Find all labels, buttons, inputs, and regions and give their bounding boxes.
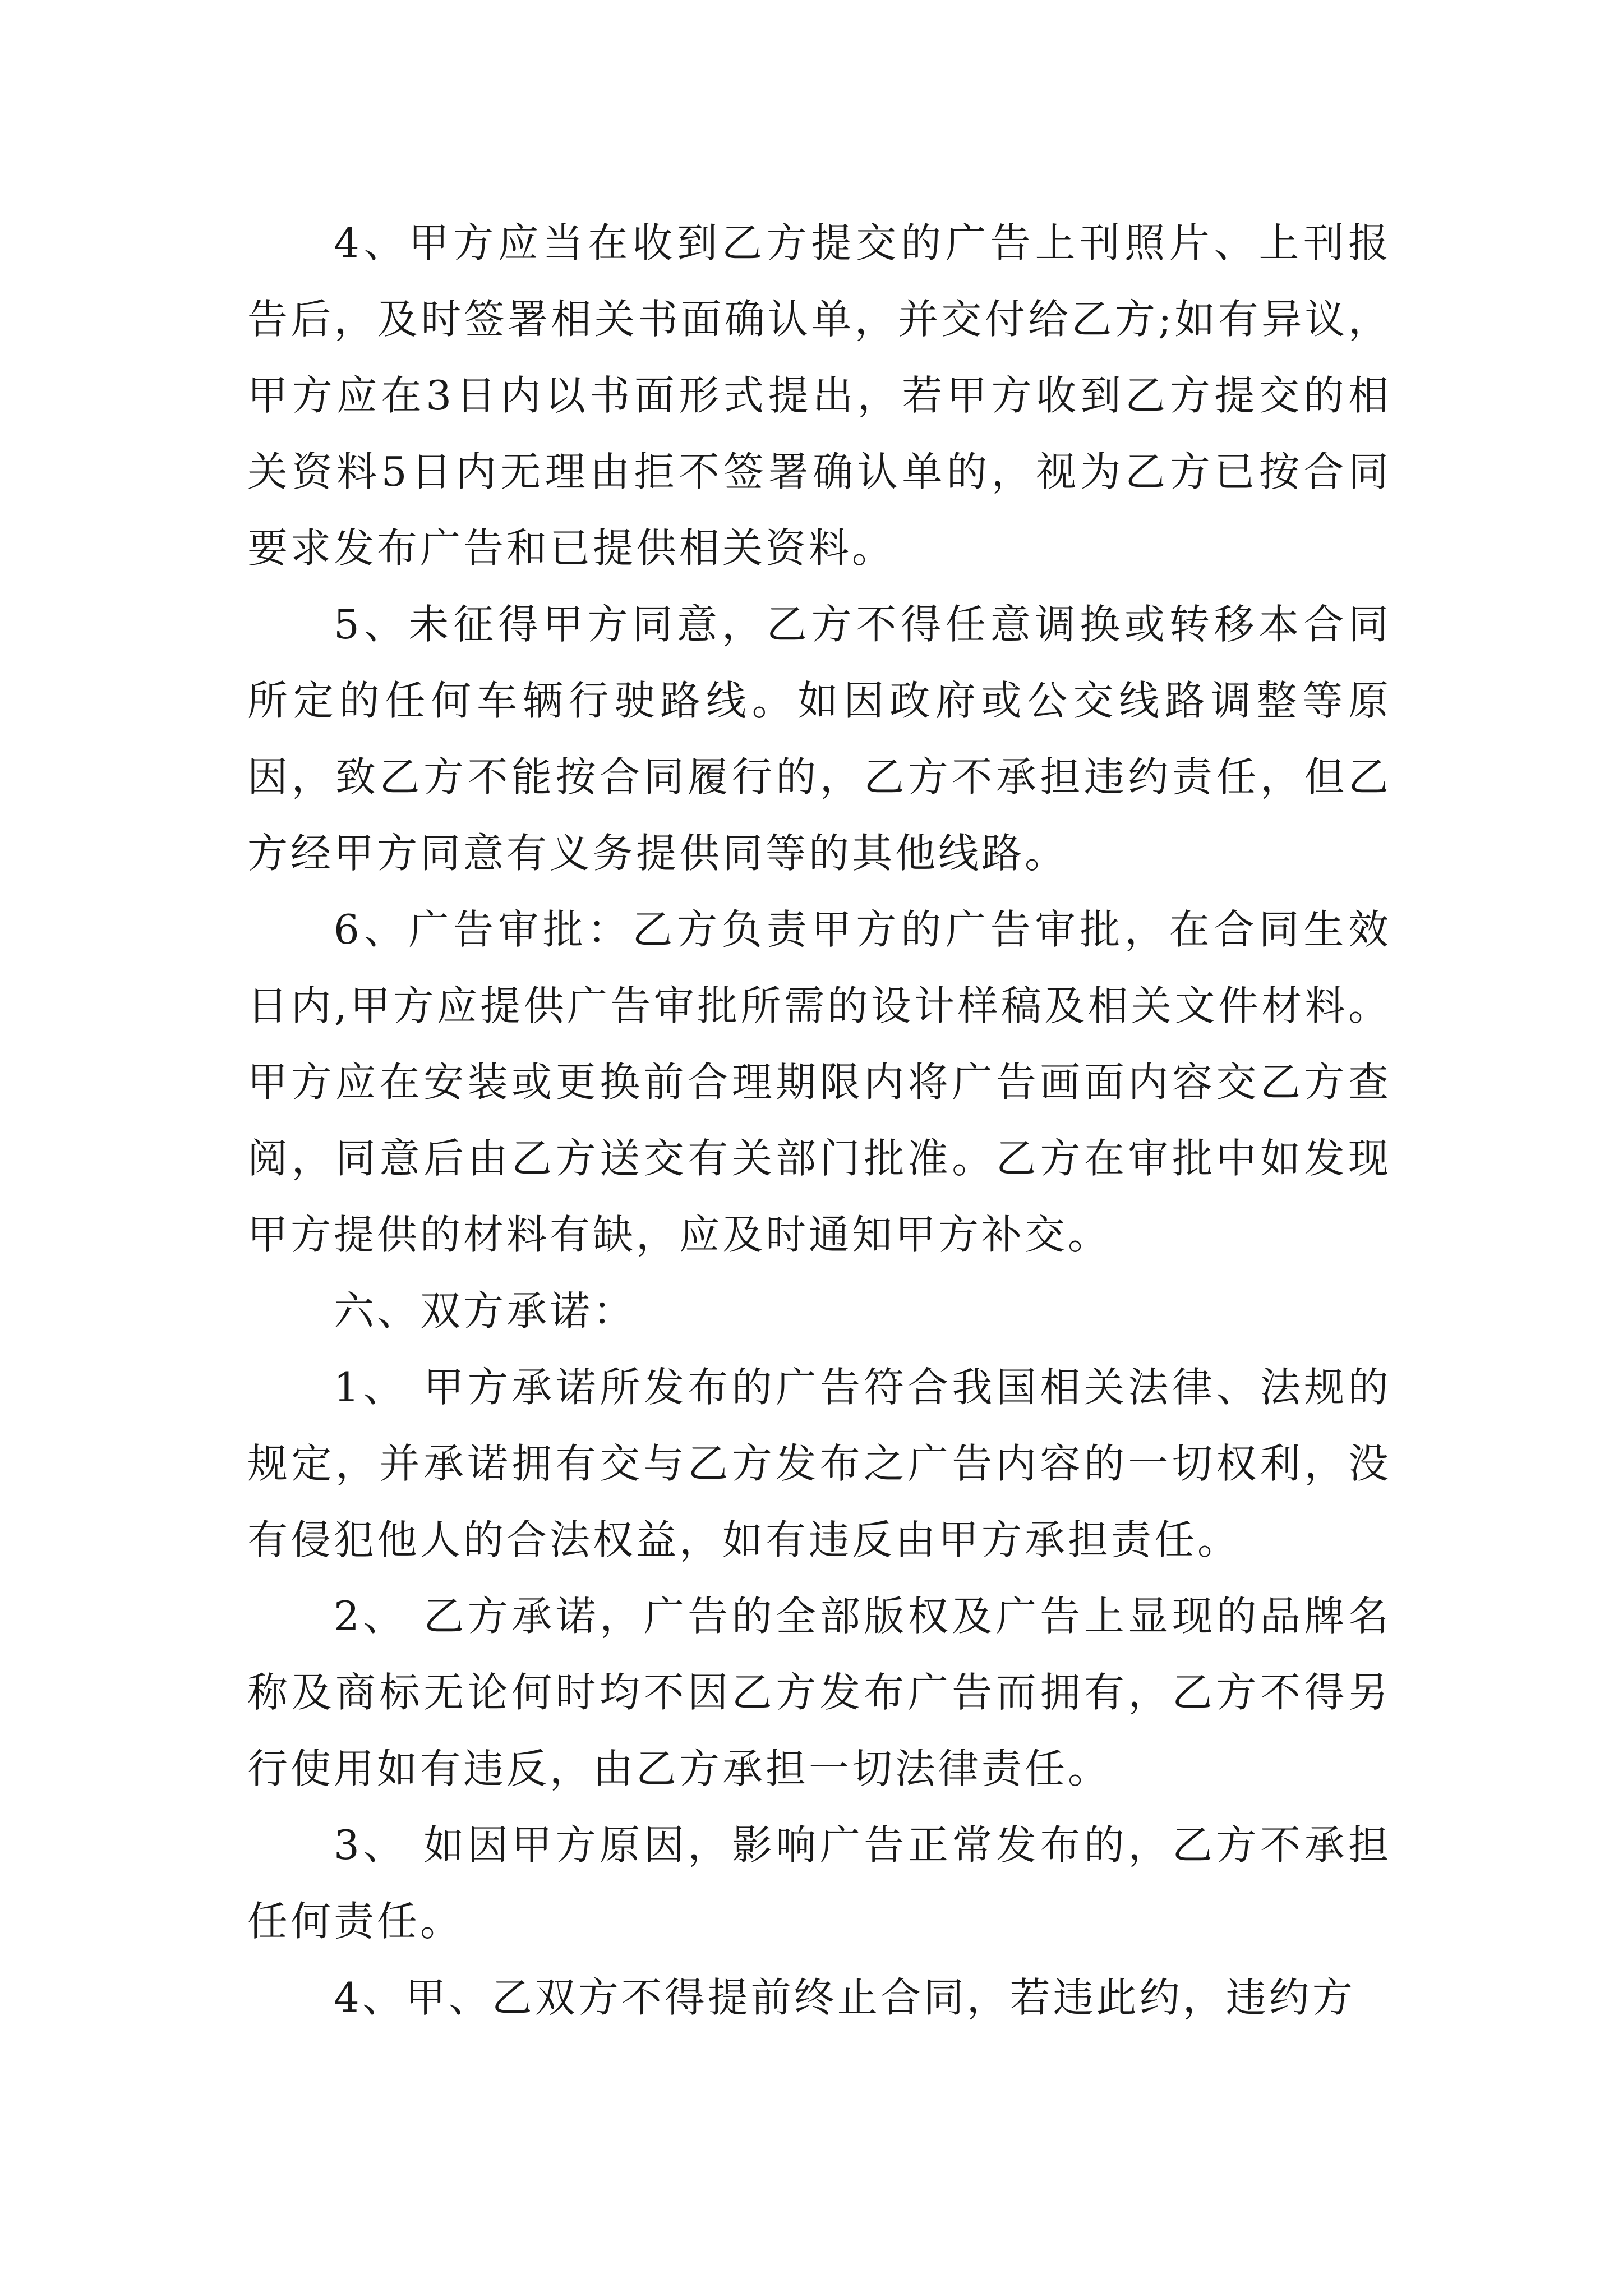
commitment-4: 4、甲、乙双方不得提前终止合同，若违此约，违约方 — [334, 1974, 1355, 2021]
document-body — [247, 205, 1391, 2036]
commitment-1: 1、 甲方承诺所发布的广告符合我国相关法律、法规的规定，并承诺拥有交与乙方发布之广告内容的一切权利，没有侵犯他人的合法权益，如有违反由甲方承担责任。 — [247, 1364, 1391, 1563]
clause-4-confirmation: 4、甲方应当在收到乙方提交的广告上刊照片、上刊报告后，及时签署相关书面确认单，并交付给乙方;如有异议，甲方应在3日内以书面形式提出，若甲方收到乙方提交的相关资料5日内无理由拒不签署确认单的，视为乙方已按合同要求发布广告和已提供相关资料。 — [247, 219, 1391, 572]
clause-6-ad-approval: 6、广告审批：乙方负责甲方的广告审批，在合同生效日内,甲方应提供广告审批所需的设计样稿及相关文件材料。甲方应在安装或更换前合理期限内将广告画面内容交乙方查阅，同意后由乙方送交有关部门批准。乙方在审批中如发现甲方提供的材料有缺，应及时通知甲方补交。 — [247, 906, 1391, 1258]
section-heading-mutual-commitments: 六、双方承诺： — [334, 1287, 637, 1335]
clause-5-route-change: 5、未征得甲方同意，乙方不得任意调换或转移本合同所定的任何车辆行驶路线。如因政府或公交线路调整等原因，致乙方不能按合同履行的，乙方不承担违约责任，但乙方经甲方同意有义务提供同等的其他线路。 — [247, 601, 1391, 877]
commitment-2: 2、 乙方承诺，广告的全部版权及广告上显现的品牌名称及商标无论何时均不因乙方发布广告而拥有，乙方不得另行使用如有违反，由乙方承担一切法律责任。 — [247, 1593, 1391, 1792]
commitment-3: 3、 如因甲方原因，影响广告正常发布的，乙方不承担任何责任。 — [247, 1821, 1391, 1945]
